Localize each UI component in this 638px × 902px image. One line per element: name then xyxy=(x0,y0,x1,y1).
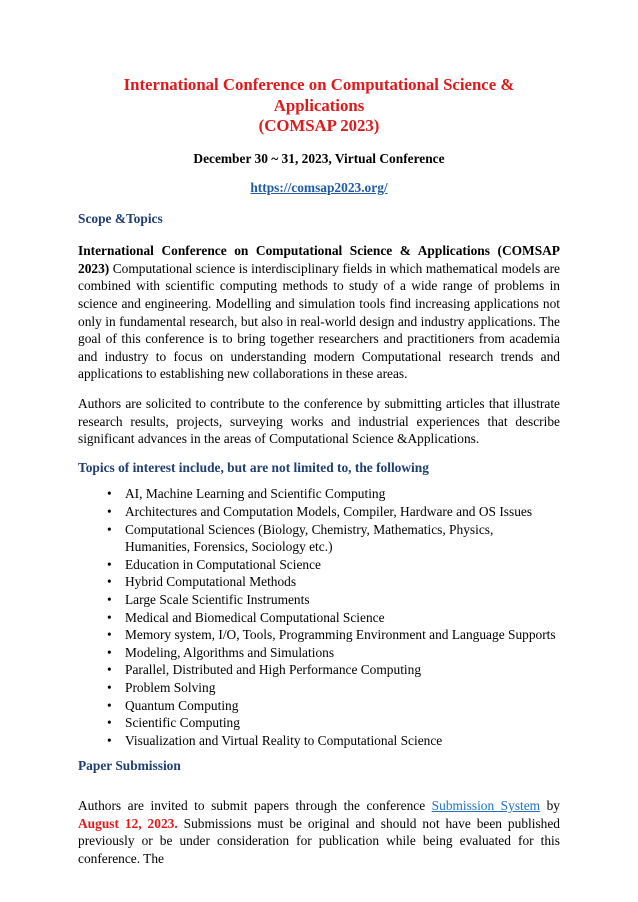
bullet-icon: • xyxy=(107,732,112,748)
topic-text: Large Scale Scientific Instruments xyxy=(125,591,310,607)
conference-title xyxy=(78,75,560,137)
topic-item xyxy=(107,661,560,679)
topic-item xyxy=(107,591,560,609)
bullet-icon: • xyxy=(107,627,112,643)
bullet-icon: • xyxy=(107,644,112,660)
topic-item xyxy=(107,697,560,715)
bullet-icon: • xyxy=(107,591,112,607)
bullet-icon: • xyxy=(107,486,112,502)
topic-item xyxy=(107,679,560,697)
topic-item xyxy=(107,626,560,644)
topic-item xyxy=(107,503,560,521)
submission-deadline: August 12, 2023. xyxy=(78,815,178,831)
topic-text: Computational Sciences (Biology, Chemistry, Mathematics, Physics, Humanities, Forensics, Sociology etc.) xyxy=(125,521,494,555)
paper-submission-paragraph xyxy=(78,797,560,867)
topic-item xyxy=(107,609,560,627)
bullet-icon: • xyxy=(107,662,112,678)
topic-item xyxy=(107,644,560,662)
conference-url-line xyxy=(78,179,560,197)
conference-dates: December 30 ~ 31, 2023, Virtual Conference xyxy=(193,150,445,166)
topic-item xyxy=(107,556,560,574)
topic-text: Quantum Computing xyxy=(125,697,239,713)
submission-text-mid: by xyxy=(540,797,560,813)
topic-text: Medical and Biomedical Computational Science xyxy=(125,609,385,625)
topic-text: Education in Computational Science xyxy=(125,556,321,572)
topic-text: Modeling, Algorithms and Simulations xyxy=(125,644,335,660)
conference-url-link[interactable]: https://comsap2023.org/ xyxy=(250,180,388,196)
topic-text: Scientific Computing xyxy=(125,715,240,731)
topic-text: Parallel, Distributed and High Performance Computing xyxy=(125,662,422,678)
topic-text: Visualization and Virtual Reality to Computational Science xyxy=(125,732,443,748)
submission-text-after: Submissions must be original and should not have been published previously or be under consideration for publication while being evaluated for this conference. The xyxy=(78,815,561,866)
scope-intro-bold: International Conference on Computational Science & Applications (COMSAP 2023) xyxy=(78,243,560,276)
title-line-2: (COMSAP 2023) xyxy=(258,116,380,135)
paper-submission-heading: Paper Submission xyxy=(78,758,181,774)
authors-solicited-paragraph: Authors are solicited to contribute to the conference by submitting articles that illustrate research results, projects, surveying works and industrial experiences that describe significant advances in the areas of Computational Science &Applications. xyxy=(78,396,560,447)
bullet-icon: • xyxy=(107,521,112,537)
bullet-icon: • xyxy=(107,556,112,572)
bullet-icon: • xyxy=(107,609,112,625)
topics-heading: Topics of interest include, but are not limited to, the following xyxy=(78,459,429,475)
scope-heading: Scope &Topics xyxy=(78,210,163,226)
topics-list xyxy=(78,485,560,749)
submission-system-link[interactable]: Submission System xyxy=(431,797,541,813)
topic-text: Problem Solving xyxy=(125,679,216,695)
scope-intro-text: Computational science is interdisciplinary fields in which mathematical models are combined with scientific computing methods to study of a wide range of problems in science and engineering. Modelling and simulation tools find increasing applications not only in fundamental research, but also in real-world design and industry applications. The goal of this conference is to bring together researchers and practitioners from academia and industry to focus on understanding modern Computational research trends and applications to establishing new collaborations in these areas. xyxy=(78,260,560,382)
topic-item xyxy=(107,573,560,591)
submission-text-before: Authors are invited to submit papers through the conference xyxy=(78,797,432,813)
bullet-icon: • xyxy=(107,679,112,695)
bullet-icon: • xyxy=(107,574,112,590)
title-line-1: International Conference on Computational Science & Applications xyxy=(123,75,515,115)
topic-text: Architectures and Computation Models, Compiler, Hardware and OS Issues xyxy=(125,504,533,519)
topic-item xyxy=(107,732,560,750)
bullet-icon: • xyxy=(107,504,112,519)
bullet-icon: • xyxy=(107,697,112,713)
topic-item xyxy=(107,714,560,732)
topic-text: AI, Machine Learning and Scientific Computing xyxy=(125,486,386,502)
topic-text: Memory system, I/O, Tools, Programming Environment and Language Supports xyxy=(125,627,556,643)
scope-intro-paragraph xyxy=(78,242,560,383)
topic-text: Hybrid Computational Methods xyxy=(125,574,297,590)
topic-item xyxy=(107,485,560,503)
bullet-icon: • xyxy=(107,715,112,731)
topic-item xyxy=(107,521,560,556)
